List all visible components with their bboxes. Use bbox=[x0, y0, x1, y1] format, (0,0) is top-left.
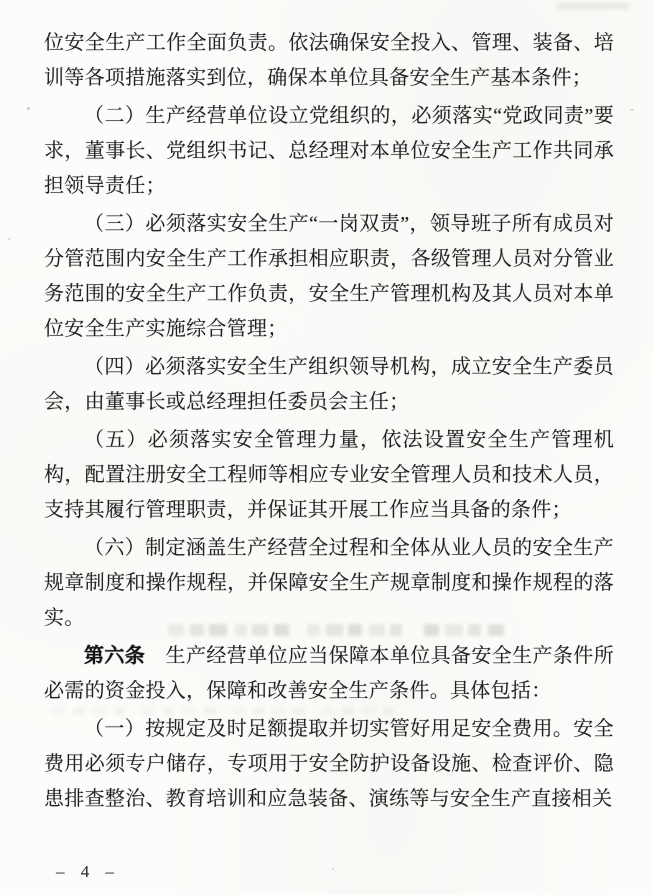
paragraph: （四）必须落实安全生产组织领导机构，成立安全生产委员会，由董事长或总经理担任委员会主任； bbox=[44, 356, 614, 413]
page-number: – 4 – bbox=[56, 862, 120, 881]
paragraph: （五）必须落实安全管理力量，依法设置安全生产管理机构，配置注册安全工程师等相应专业安全管理人员和技术人员，支持其履行管理职责，并保证其开展工作应当具备的条件； bbox=[44, 429, 614, 521]
scan-speck bbox=[630, 109, 634, 111]
paragraph: 位安全生产工作全面负责。依法确保安全投入、管理、装备、培训等各项措施落实到位，确保本单位具备安全生产基本条件； bbox=[44, 32, 614, 89]
article-number: 第六条 bbox=[84, 645, 146, 667]
paragraph: （六）制定涵盖生产经营全过程和全体从业人员的安全生产规章制度和操作规程，并保障安全生产规章制度和操作规程的落实。 bbox=[44, 537, 614, 629]
paragraph: （三）必须落实安全生产“一岗双责”，领导班子所有成员对分管范围内安全生产工作承担相应职责，各级管理人员对分管业务范围的安全生产工作负责，安全生产管理机构及其人员对本单位安全生产实施综合管理； bbox=[44, 213, 614, 340]
scan-speck bbox=[27, 107, 30, 110]
scan-speck bbox=[332, 868, 334, 870]
paragraph: （一）按规定及时足额提取并切实管好用足安全费用。安全费用必须专户储存，专项用于安全防护设备设施、检查评价、隐患排查整治、教育培训和应急装备、演练等与安全生产直接相关 bbox=[44, 718, 614, 810]
article-paragraph: 第六条 生产经营单位应当保障本单位具备安全生产条件所必需的资金投入，保障和改善安全生产条件。具体包括： bbox=[44, 645, 614, 702]
scan-speck bbox=[8, 238, 10, 240]
document-body bbox=[44, 26, 614, 820]
scan-smudge-artifact bbox=[556, 3, 630, 9]
paragraph: （二）生产经营单位设立党组织的，必须落实“党政同责”要求，董事长、党组织书记、总经理对本单位安全生产工作共同承担领导责任； bbox=[44, 105, 614, 197]
